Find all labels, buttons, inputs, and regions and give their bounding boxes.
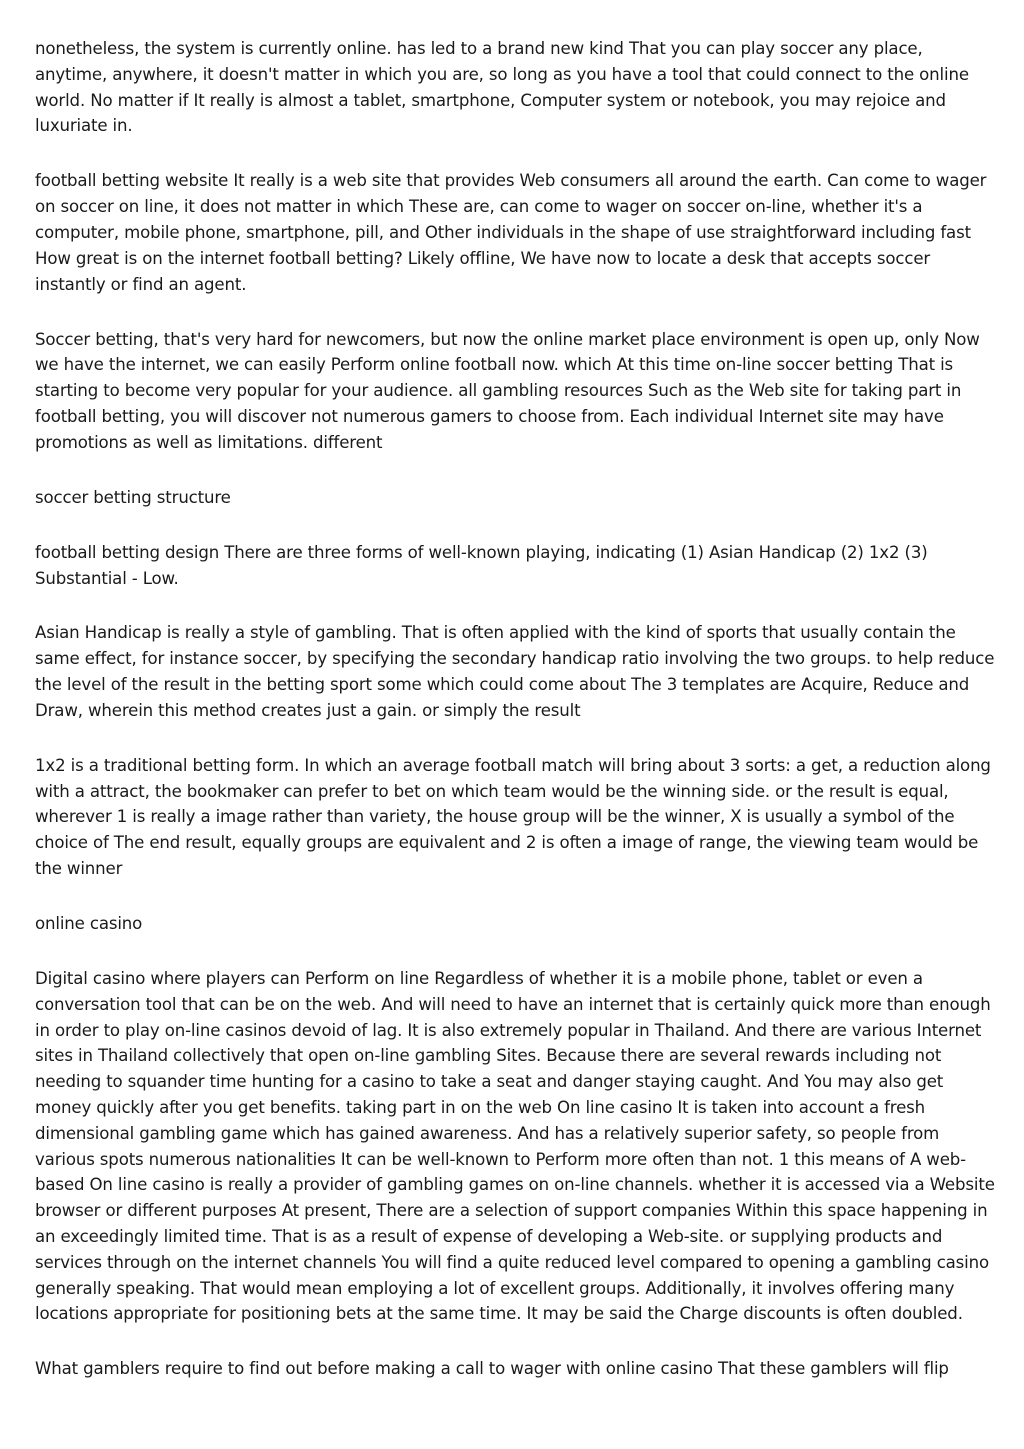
paragraph-what-gamblers-require: What gamblers require to find out before making a call to wager with online casino That these gamblers will flip: [35, 1359, 949, 1379]
paragraph-soccer-betting: Soccer betting, that's very hard for newcomers, but now the online market place environment is open up, only Now we have the internet, we can easily Perform online football now. which At this time on-line soccer betting That is starting to become very popular for your audience. all gambling resources Such as the Web site for taking part in football betting, you will discover not numerous gamers to choose from. Each individual Internet site may have promotions as well as limitations. different: [35, 329, 980, 452]
paragraph-intro: nonetheless, the system is currently online. has led to a brand new kind That you can play soccer any place, anytime, anywhere, it doesn't matter in which you are, so long as you have a tool that could connect to the online world. No matter if It really is almost a tablet, smartphone, Computer system or notebook, you may rejoice and luxuriate in.: [35, 39, 969, 136]
paragraph-digital-casino: Digital casino where players can Perform on line Regardless of whether it is a mobile phone, tablet or even a conversation tool that can be on the web. And will need to have an internet that is certainly quick more than enough in order to play on-line casinos devoid of lag. It is also extremely popular in Thailand. And there are various Internet sites in Thailand collectively that open on-line gambling Sites. Because there are several rewards including not needing to squander time hunting for a casino to take a seat and danger staying caught. And You may also get money quickly after you get benefits. taking part in on the web On line casino It is taken into account a fresh dimensional gambling game which has gained awareness. And has a relatively superior safety, so people from various spots numerous nationalities It can be well-known to Perform more often than not. 1 this means of A web-based On line casino is really a provider of gambling games on on-line channels. whether it is accessed via a Website browser or different purposes At present, There are a selection of support companies Within this space happening in an exceedingly limited time. That is as a result of expense of developing a Web-site. or supplying products and services through on the internet channels You will find a quite reduced level compared to opening a gambling casino generally speaking. That would mean employing a lot of excellent groups. Additionally, it involves offering many locations appropriate for positioning bets at the same time. It may be said the Charge discounts is often doubled.: [35, 969, 995, 1324]
heading-soccer-betting-structure: soccer betting structure: [35, 487, 231, 507]
paragraph-asian-handicap: Asian Handicap is really a style of gambling. That is often applied with the kind of sports that usually contain the same effect, for instance soccer, by specifying the secondary handicap ratio involving the two groups. to help reduce the level of the result in the betting sport some which could come about The 3 templates are Acquire, Reduce and Draw, wherein this method creates just a gain. or simply the result: [35, 623, 995, 720]
document-body: [35, 36, 995, 1411]
paragraph-football-betting-design: football betting design There are three forms of well-known playing, indicating (1) Asian Handicap (2) 1x2 (3) Substantial - Low.: [35, 542, 928, 588]
paragraph-football-betting-website: football betting website It really is a web site that provides Web consumers all around the earth. Can come to wager on soccer on line, it does not matter in which These are, can come to wager on soccer on-line, whether it's a computer, mobile phone, smartphone, pill, and Other individuals in the shape of use straightforward including fast How great is on the internet football betting? Likely offline, We have now to locate a desk that accepts soccer instantly or find an agent.: [35, 171, 987, 294]
paragraph-1x2: 1x2 is a traditional betting form. In which an average football match will bring about 3 sorts: a get, a reduction along with a attract, the bookmaker can prefer to bet on which team would be the winning side. or the result is equal, wherever 1 is really a image rather than variety, the house group will be the winner, X is usually a symbol of the choice of The end result, equally groups are equivalent and 2 is often a image of range, the viewing team would be the winner: [35, 755, 991, 879]
heading-online-casino: online casino: [35, 914, 143, 934]
